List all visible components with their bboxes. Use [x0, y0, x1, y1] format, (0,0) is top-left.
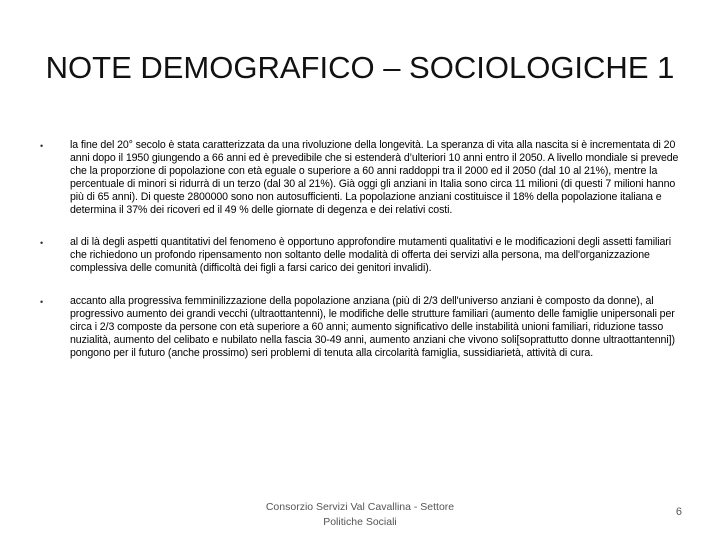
slide-footer — [240, 500, 480, 530]
bullet-text: la fine del 20° secolo è stata caratterizzata da una rivoluzione della longevità. La speranza di vita alla nascita si è incrementata di 20 anni dopo il 1950 giungendo a 66 anni ed è prevedibile che si estenderà d’ulteriori 10 anni entro il 2050. A livello mondiale si prevede che la proporzione di popolazione con età eguale o superiore a 60 anni raddoppi tra il 2000 ed il 2050 (dal 10 al 21%), mentre la percentuale di minori si ridurrà di un terzo (dal 30 al 21%). Già oggi gli anziani in Italia sono circa 11 milioni (di questi 7 milioni hanno più di 65 anni). Di queste 2800000 sono non autosufficienti. La popolazione anziani costituisce il 18% della popolazione italiana e determina il 37% dei ricoveri ed il 49 % delle giornate di degenza e dei relativi costi. — [70, 139, 679, 216]
footer-line-1: Consorzio Servizi Val Cavallina - Settore — [265, 501, 455, 513]
slide-title: NOTE DEMOGRAFICO – SOCIOLOGICHE 1 — [45, 50, 675, 85]
footer-line-2: Politiche Sociali — [323, 516, 397, 528]
bullet-text: accanto alla progressiva femminilizzazione della popolazione anziana (più di 2/3 dell'universo anziani è composto da donne), al progressivo aumento dei grandi vecchi (ultraottantenni), le modifiche delle strutture familiari (aumento delle famiglie unipersonali per circa i 2/3 composte da persone con età superiore a 60 anni; aumento significativo delle instabilità unioni familiari, riduzione tasso nuzialità, aumento del celibato e nubilato nella fascia 30-49 anni, aumento anziani che vivono soli[soprattutto donne ultraottantenni]) pongono per il futuro (anche prossimo) seri problemi di tenuta alla circolarità famiglia, sussidiarietà, attività di cura. — [70, 295, 675, 359]
bullet-item-longevity — [40, 139, 680, 216]
bullet-list — [40, 139, 680, 360]
bullet-text: al di là degli aspetti quantitativi del fenomeno è opportuno approfondire mutamenti qualitativi e le modificazioni degli assetti familiari che richiedono un profondo ripensamento non soltanto delle modalità di offerta dei servizi alla persona, ma dell'organizzazione complessiva delle comunità (difficoltà dei figli a farsi carico dei genitori invalidi). — [70, 236, 671, 275]
bullet-marker: • — [40, 297, 44, 308]
page-number: 6 — [675, 506, 682, 518]
bullet-marker: • — [40, 238, 44, 249]
bullet-item-family-structure — [40, 295, 680, 360]
bullet-item-qualitative — [40, 236, 680, 275]
bullet-marker: • — [40, 141, 44, 151]
